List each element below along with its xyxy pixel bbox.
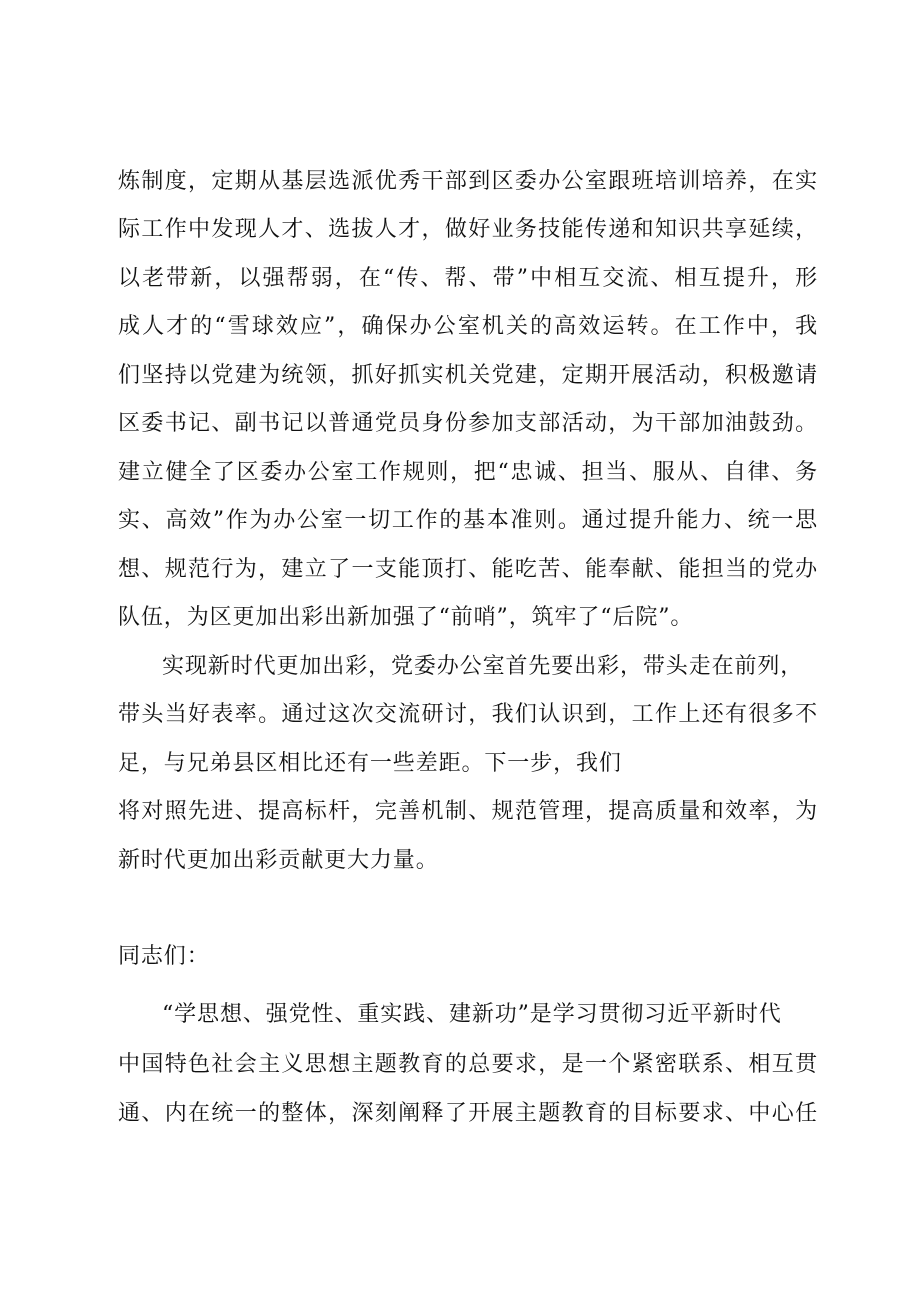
body-text-line: 带头当好表率。通过这次交流研讨，我们认识到，工作上还有很多不: [118, 702, 818, 727]
body-text-line: 实现新时代更加出彩，党委办公室首先要出彩，带头走在前列，: [162, 654, 804, 679]
body-text-line: “学思想、强党性、重实践、建新功”是学习贯彻习近平新时代: [162, 1002, 782, 1027]
salutation: 同志们：: [118, 944, 210, 969]
body-text-line: 炼制度，定期从基层选派优秀干部到区委办公室跟班培训培养，在实: [118, 169, 818, 194]
body-text-line: 足，与兄弟县区相比还有一些差距。下一步，我们: [118, 751, 622, 776]
body-text-line: 通、内在统一的整体，深刻阐释了开展主题教育的目标要求、中心任: [118, 1101, 818, 1126]
body-text-line: 以老带新，以强帮弱，在“传、帮、带”中相互交流、相互提升，形: [118, 266, 818, 291]
body-text-line: 实、高效”作为办公室一切工作的基本准则。通过提升能力、统一思: [118, 508, 818, 533]
body-text-line: 际工作中发现人才、选拔人才，做好业务技能传递和知识共享延续，: [118, 217, 818, 242]
body-text-line: 想、规范行为，建立了一支能顶打、能吃苦、能奉献、能担当的党办: [118, 557, 818, 582]
body-text-line: 们坚持以党建为统领，抓好抓实机关党建，定期开展活动，积极邀请: [118, 363, 818, 388]
body-text-line: 区委书记、副书记以普通党员身份参加支部活动，为干部加油鼓劲。: [118, 411, 818, 436]
body-text-line: 建立健全了区委办公室工作规则，把“忠诚、担当、服从、自律、务: [118, 460, 818, 485]
body-text-line: 中国特色社会主义思想主题教育的总要求，是一个紧密联系、相互贯: [118, 1052, 818, 1077]
body-text-line: 新时代更加出彩贡献更大力量。: [118, 848, 439, 873]
body-text-line: 成人才的“雪球效应”，确保办公室机关的高效运转。在工作中，我: [118, 314, 818, 339]
body-text-line: 队伍，为区更加出彩出新加强了“前哨”，筑牢了“后院”。: [118, 605, 694, 630]
body-text-line: 将对照先进、提高标杆，完善机制、规范管理，提高质量和效率，为: [118, 799, 818, 824]
